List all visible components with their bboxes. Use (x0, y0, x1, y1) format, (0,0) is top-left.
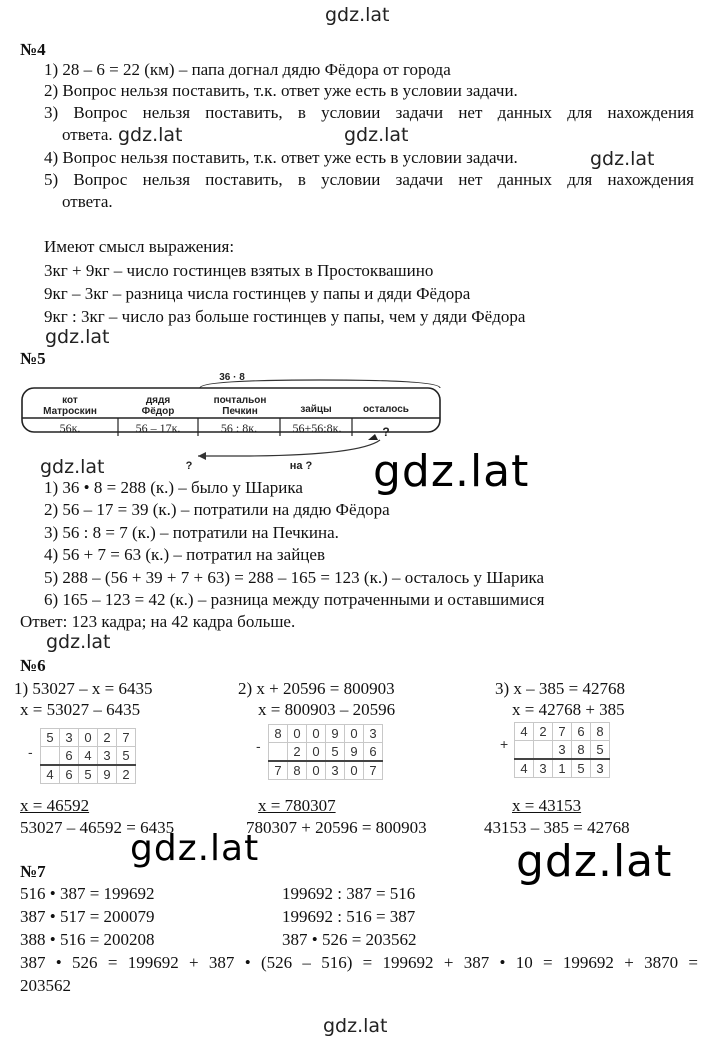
digit-cell: 3 (553, 741, 572, 760)
digit-cell: 3 (326, 761, 345, 780)
digit-cell: 4 (41, 765, 60, 784)
digit-cell: 0 (307, 761, 326, 780)
digit-cell: 5 (79, 765, 98, 784)
task7-line: 387 • 526 = 199692 + 387 • (526 – 516) = 199692 + 387 • 10 = 199692 + 3870 = (20, 953, 698, 972)
diagram-value: 56 : 8к. (220, 421, 258, 435)
digit-cell: 2 (98, 729, 117, 747)
digit-cell: 3 (534, 759, 553, 778)
digit-cell: 7 (553, 723, 572, 741)
digit-cell (269, 743, 288, 762)
task4-line: 4) Вопрос нельзя поставить, т.к. ответ уже есть в условии задачи. (44, 148, 518, 167)
diagram-label: Печкин (222, 406, 258, 417)
diagram-label: Фёдор (141, 406, 175, 417)
equation-result: x = 46592 (20, 796, 90, 815)
digit-cell: 0 (307, 725, 326, 743)
watermark: gdz.lat (323, 1015, 388, 1037)
watermark: gdz.lat (118, 124, 183, 146)
task4-line: Имеют смысл выражения: (44, 237, 235, 256)
task7-line: 516 • 387 = 199692 (20, 884, 155, 903)
digit-cell: 2 (534, 723, 553, 741)
diagram-label: осталось (363, 404, 409, 415)
task4-heading: №4 (20, 40, 46, 59)
watermark-large: gdz.lat (130, 828, 260, 869)
task7-line: 199692 : 387 = 516 (282, 884, 416, 903)
task7-heading: №7 (20, 862, 46, 881)
digit-cell: 5 (326, 743, 345, 762)
column-arithmetic (268, 724, 383, 780)
digit-cell: 5 (41, 729, 60, 747)
equation-text: 1) 53027 – x = 6435 (14, 679, 153, 698)
digit-cell: 6 (572, 723, 591, 741)
digit-cell: 9 (326, 725, 345, 743)
task4-line: 2) Вопрос нельзя поставить, т.к. ответ уже есть в условии задачи. (44, 81, 518, 100)
diagram-question: на ? (289, 460, 313, 472)
diagram-question: ? (382, 425, 390, 439)
equation-check: 43153 – 385 = 42768 (484, 818, 630, 837)
digit-cell: 4 (515, 759, 534, 778)
task4-line: ответа. (62, 192, 113, 211)
digit-cell: 0 (345, 761, 364, 780)
task4-line: 3) Вопрос нельзя поставить, в условии задачи нет данных для нахождения (44, 103, 694, 122)
task5-heading: №5 (20, 349, 46, 368)
digit-cell: 3 (591, 759, 610, 778)
watermark: gdz.lat (46, 631, 111, 653)
diagram-label: кот (62, 395, 78, 406)
diagram-value: 56+56:8к. (292, 421, 342, 435)
digit-cell: 6 (60, 747, 79, 766)
digit-cell (41, 747, 60, 766)
digit-cell: 7 (364, 761, 383, 780)
watermark: gdz.lat (40, 456, 105, 478)
task4-line: 1) 28 – 6 = 22 (км) – папа догнал дядю Фёдора от города (44, 60, 451, 79)
digit-cell: 2 (117, 765, 136, 784)
digit-cell: 0 (345, 725, 364, 743)
diagram-label: Матроскин (43, 406, 97, 417)
digit-cell: 6 (364, 743, 383, 762)
task6-heading: №6 (20, 656, 46, 675)
equation-step: x = 42768 + 385 (512, 700, 625, 719)
task7-line: 199692 : 516 = 387 (282, 907, 416, 926)
digit-cell: 9 (345, 743, 364, 762)
diagram-value: 56к. (59, 421, 81, 435)
diagram-label: зайцы (300, 404, 332, 415)
diagram-label: почтальон (213, 395, 267, 406)
digit-cell: 4 (79, 747, 98, 766)
equation-step: x = 800903 – 20596 (258, 700, 396, 719)
diagram-label: дядя (145, 395, 171, 406)
watermark: gdz.lat (590, 148, 655, 170)
equation-check: 53027 – 46592 = 6435 (20, 818, 175, 837)
diagram-question: ? (185, 460, 193, 472)
digit-cell: 2 (288, 743, 307, 762)
task5-answer: Ответ: 123 кадра; на 42 кадра больше. (20, 612, 296, 631)
digit-cell: 8 (288, 761, 307, 780)
watermark-large: gdz.lat (373, 446, 530, 497)
task5-line: 5) 288 – (56 + 39 + 7 + 63) = 288 – 165 = 123 (к.) – осталось у Шарика (44, 568, 545, 587)
diagram-value: 56 – 17к. (135, 421, 181, 435)
equation-step: x = 53027 – 6435 (20, 700, 141, 719)
task5-line: 4) 56 + 7 = 63 (к.) – потратил на зайцев (44, 545, 325, 564)
digit-cell: 5 (117, 747, 136, 766)
task4-line: 9кг : 3кг – число раз больше гостинцев у папы, чем у дяди Фёдора (44, 307, 526, 326)
watermark: gdz.lat (344, 124, 409, 146)
task7-line: 203562 (20, 976, 71, 995)
digit-cell: 3 (60, 729, 79, 747)
task5-line: 2) 56 – 17 = 39 (к.) – потратили на дядю Фёдора (44, 500, 390, 519)
watermark: gdz.lat (45, 326, 110, 348)
digit-cell: 7 (117, 729, 136, 747)
equation-result: x = 43153 (512, 796, 582, 815)
digit-cell (534, 741, 553, 760)
digit-cell: 8 (591, 723, 610, 741)
digit-cell: 5 (572, 759, 591, 778)
column-arithmetic (40, 728, 136, 784)
equation-check: 780307 + 20596 = 800903 (246, 818, 427, 837)
diagram-total: 36 · 8 (219, 372, 245, 383)
watermark: gdz.lat (325, 4, 390, 26)
digit-cell: 7 (269, 761, 288, 780)
digit-cell: 8 (572, 741, 591, 760)
digit-cell: 0 (79, 729, 98, 747)
digit-cell: 0 (288, 725, 307, 743)
equation-result: x = 780307 (258, 796, 336, 815)
task7-line: 387 • 517 = 200079 (20, 907, 155, 926)
task4-line: 3кг + 9кг – число гостинцев взятых в Простоквашино (44, 261, 434, 280)
digit-cell: 6 (60, 765, 79, 784)
task4-line: 5) Вопрос нельзя поставить, в условии задачи нет данных для нахождения (44, 170, 694, 189)
digit-cell: 0 (307, 743, 326, 762)
equation-text: 2) x + 20596 = 800903 (238, 679, 395, 698)
digit-cell: 3 (98, 747, 117, 766)
task5-line: 3) 56 : 8 = 7 (к.) – потратили на Печкина. (44, 523, 339, 542)
equation-text: 3) x – 385 = 42768 (495, 679, 625, 698)
digit-cell: 1 (553, 759, 572, 778)
minus-sign: - (256, 738, 261, 754)
task4-line: 9кг – 3кг – разница числа гостинцев у папы и дяди Фёдора (44, 284, 471, 303)
watermark-large: gdz.lat (516, 836, 673, 887)
column-arithmetic (514, 722, 610, 778)
task7-line: 387 • 526 = 203562 (282, 930, 417, 949)
task5-line: 6) 165 – 123 = 42 (к.) – разница между потраченными и оставшимися (44, 590, 545, 609)
digit-cell: 5 (591, 741, 610, 760)
minus-sign: - (28, 744, 33, 760)
plus-sign: + (500, 736, 509, 752)
task5-line: 1) 36 • 8 = 288 (к.) – было у Шарика (44, 478, 303, 497)
task4-line: ответа. (62, 125, 113, 144)
digit-cell: 3 (364, 725, 383, 743)
digit-cell: 4 (515, 723, 534, 741)
digit-cell (515, 741, 534, 760)
task7-line: 388 • 516 = 200208 (20, 930, 155, 949)
digit-cell: 9 (98, 765, 117, 784)
digit-cell: 8 (269, 725, 288, 743)
